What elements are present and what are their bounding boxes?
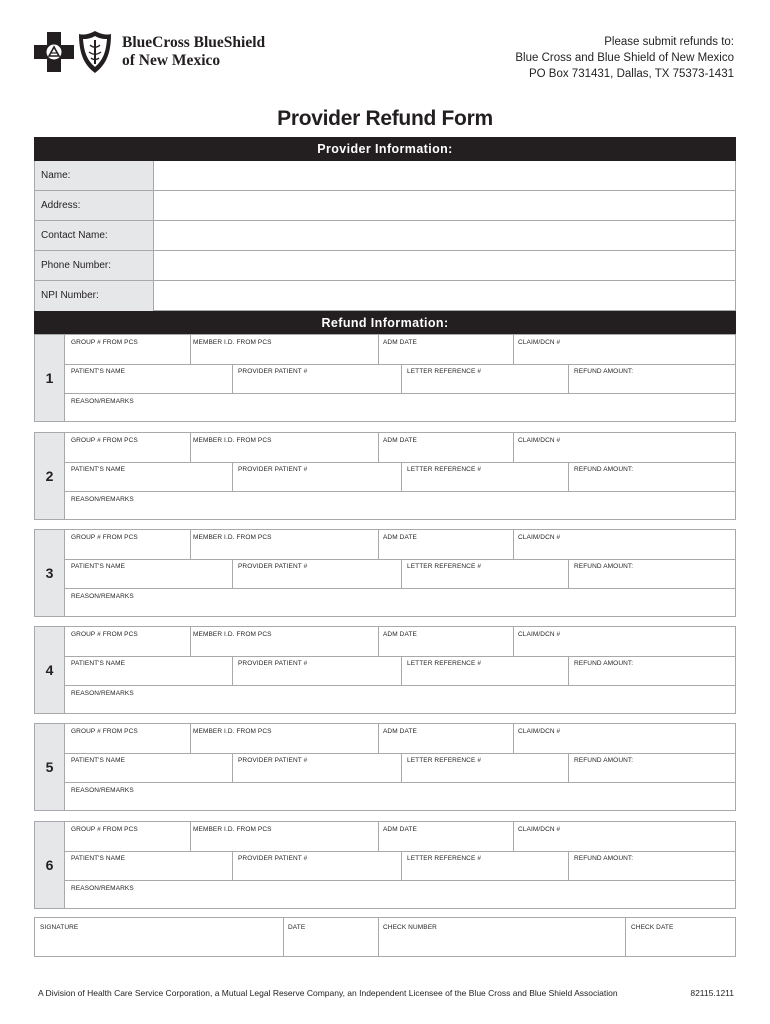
group-label: GROUP # FROM PCS bbox=[71, 631, 138, 638]
provider-patient-label: PROVIDER PATIENT # bbox=[238, 368, 308, 375]
provider-patient-field[interactable] bbox=[233, 463, 401, 491]
date-label: DATE bbox=[288, 924, 306, 931]
check-date-label: CHECK DATE bbox=[631, 924, 674, 931]
reason-label: REASON/REMARKS bbox=[71, 496, 134, 503]
refund-amount-label: REFUND AMOUNT: bbox=[574, 563, 634, 570]
member-id-field[interactable] bbox=[191, 627, 378, 656]
entry-number: 4 bbox=[35, 627, 65, 713]
refund-entry bbox=[34, 432, 736, 520]
member-id-label: MEMBER I.D. FROM PCS bbox=[193, 339, 272, 346]
npi-number-field[interactable] bbox=[154, 281, 735, 311]
reason-field[interactable] bbox=[65, 394, 735, 421]
entry-number: 5 bbox=[35, 724, 65, 810]
reason-field[interactable] bbox=[65, 783, 735, 810]
letter-reference-label: LETTER REFERENCE # bbox=[407, 855, 482, 862]
entry-number: 1 bbox=[35, 335, 65, 421]
refund-entry bbox=[34, 626, 736, 714]
claim-field[interactable] bbox=[514, 433, 735, 462]
letter-reference-label: LETTER REFERENCE # bbox=[407, 368, 482, 375]
adm-date-field[interactable] bbox=[379, 335, 513, 364]
submit-line-2: Blue Cross and Blue Shield of New Mexico bbox=[515, 52, 734, 64]
letter-reference-label: LETTER REFERENCE # bbox=[407, 563, 482, 570]
refund-amount-field[interactable] bbox=[569, 463, 735, 491]
member-id-label: MEMBER I.D. FROM PCS bbox=[193, 826, 272, 833]
provider-patient-label: PROVIDER PATIENT # bbox=[238, 660, 308, 667]
patient-name-label: PATIENT'S NAME bbox=[71, 855, 126, 862]
group-field[interactable] bbox=[65, 530, 190, 559]
contact-name-field[interactable] bbox=[154, 221, 735, 250]
provider-patient-label: PROVIDER PATIENT # bbox=[238, 855, 308, 862]
provider-row-name bbox=[35, 161, 735, 191]
name-field[interactable] bbox=[154, 161, 735, 190]
claim-label: CLAIM/DCN # bbox=[518, 437, 561, 444]
provider-patient-label: PROVIDER PATIENT # bbox=[238, 466, 308, 473]
patient-name-label: PATIENT'S NAME bbox=[71, 368, 126, 375]
provider-label: Phone Number: bbox=[35, 251, 154, 280]
letter-reference-label: LETTER REFERENCE # bbox=[407, 757, 482, 764]
signature-row bbox=[34, 917, 736, 957]
member-id-label: MEMBER I.D. FROM PCS bbox=[193, 437, 272, 444]
claim-label: CLAIM/DCN # bbox=[518, 534, 561, 541]
reason-field[interactable] bbox=[65, 881, 735, 908]
logo-line-1: BlueCross BlueShield bbox=[122, 34, 266, 51]
refund-entry bbox=[34, 821, 736, 909]
logo-line-2: of New Mexico bbox=[122, 52, 221, 69]
letter-reference-label: LETTER REFERENCE # bbox=[407, 660, 482, 667]
provider-patient-field[interactable] bbox=[233, 560, 401, 588]
reason-label: REASON/REMARKS bbox=[71, 398, 134, 405]
letter-reference-field[interactable] bbox=[402, 365, 568, 393]
claim-field[interactable] bbox=[514, 627, 735, 656]
group-field[interactable] bbox=[65, 822, 190, 851]
member-id-field[interactable] bbox=[191, 724, 378, 753]
claim-label: CLAIM/DCN # bbox=[518, 339, 561, 346]
submit-line-1: Please submit refunds to: bbox=[604, 36, 734, 48]
claim-label: CLAIM/DCN # bbox=[518, 826, 561, 833]
patient-name-field[interactable] bbox=[65, 463, 232, 491]
patient-name-field[interactable] bbox=[65, 852, 232, 880]
adm-date-label: ADM DATE bbox=[383, 728, 417, 735]
provider-row-phone bbox=[35, 251, 735, 281]
member-id-field[interactable] bbox=[191, 822, 378, 851]
provider-label: Address: bbox=[35, 191, 154, 220]
refund-entry bbox=[34, 723, 736, 811]
entry-number: 2 bbox=[35, 433, 65, 519]
reason-label: REASON/REMARKS bbox=[71, 593, 134, 600]
logo bbox=[34, 28, 334, 82]
reason-label: REASON/REMARKS bbox=[71, 885, 134, 892]
letter-reference-label: LETTER REFERENCE # bbox=[407, 466, 482, 473]
refund-amount-field[interactable] bbox=[569, 365, 735, 393]
claim-field[interactable] bbox=[514, 335, 735, 364]
provider-label: Name: bbox=[35, 161, 154, 190]
blue-shield-icon bbox=[78, 30, 112, 74]
reason-field[interactable] bbox=[65, 492, 735, 519]
provider-patient-field[interactable] bbox=[233, 852, 401, 880]
patient-name-label: PATIENT'S NAME bbox=[71, 660, 126, 667]
signature-label: SIGNATURE bbox=[40, 924, 79, 931]
patient-name-label: PATIENT'S NAME bbox=[71, 757, 126, 764]
group-field[interactable] bbox=[65, 627, 190, 656]
letter-reference-field[interactable] bbox=[402, 657, 568, 685]
group-label: GROUP # FROM PCS bbox=[71, 437, 138, 444]
letter-reference-field[interactable] bbox=[402, 852, 568, 880]
provider-patient-field[interactable] bbox=[233, 657, 401, 685]
adm-date-label: ADM DATE bbox=[383, 631, 417, 638]
group-label: GROUP # FROM PCS bbox=[71, 339, 138, 346]
adm-date-label: ADM DATE bbox=[383, 437, 417, 444]
check-number-field[interactable] bbox=[379, 918, 625, 956]
claim-label: CLAIM/DCN # bbox=[518, 631, 561, 638]
provider-label: Contact Name: bbox=[35, 221, 154, 250]
letter-reference-field[interactable] bbox=[402, 463, 568, 491]
group-field[interactable] bbox=[65, 724, 190, 753]
member-id-field[interactable] bbox=[191, 530, 378, 559]
provider-info-heading: Provider Information: bbox=[34, 137, 736, 161]
entry-number: 3 bbox=[35, 530, 65, 616]
patient-name-field[interactable] bbox=[65, 754, 232, 782]
claim-label: CLAIM/DCN # bbox=[518, 728, 561, 735]
submit-line-3: PO Box 731431, Dallas, TX 75373-1431 bbox=[528, 68, 734, 80]
member-id-label: MEMBER I.D. FROM PCS bbox=[193, 534, 272, 541]
claim-field[interactable] bbox=[514, 530, 735, 559]
reason-field[interactable] bbox=[65, 589, 735, 616]
claim-field[interactable] bbox=[514, 724, 735, 753]
member-id-field[interactable] bbox=[191, 335, 378, 364]
footer-text: A Division of Health Care Service Corporation, a Mutual Legal Reserve Company, an Independent Licensee of the Blue Cross and Blue Shield Association bbox=[38, 988, 618, 998]
adm-date-label: ADM DATE bbox=[383, 826, 417, 833]
signature-field[interactable] bbox=[35, 918, 283, 956]
refund-entry bbox=[34, 334, 736, 422]
form-title: Provider Refund Form bbox=[277, 107, 493, 130]
refund-amount-label: REFUND AMOUNT: bbox=[574, 855, 634, 862]
refund-amount-field[interactable] bbox=[569, 657, 735, 685]
group-label: GROUP # FROM PCS bbox=[71, 728, 138, 735]
provider-row-npi bbox=[35, 281, 735, 311]
reason-label: REASON/REMARKS bbox=[71, 690, 134, 697]
patient-name-field[interactable] bbox=[65, 365, 232, 393]
provider-info-table bbox=[34, 161, 736, 311]
group-field[interactable] bbox=[65, 433, 190, 462]
patient-name-field[interactable] bbox=[65, 657, 232, 685]
patient-name-field[interactable] bbox=[65, 560, 232, 588]
submit-address bbox=[515, 34, 734, 82]
adm-date-field[interactable] bbox=[379, 724, 513, 753]
refund-info-heading: Refund Information: bbox=[34, 311, 736, 335]
member-id-field[interactable] bbox=[191, 433, 378, 462]
reason-field[interactable] bbox=[65, 686, 735, 713]
refund-amount-label: REFUND AMOUNT: bbox=[574, 757, 634, 764]
date-field[interactable] bbox=[284, 918, 378, 956]
refund-amount-label: REFUND AMOUNT: bbox=[574, 660, 634, 667]
address-field[interactable] bbox=[154, 191, 735, 220]
provider-row-contact bbox=[35, 221, 735, 251]
adm-date-field[interactable] bbox=[379, 530, 513, 559]
provider-patient-field[interactable] bbox=[233, 365, 401, 393]
logo-wordmark bbox=[122, 34, 265, 70]
group-label: GROUP # FROM PCS bbox=[71, 826, 138, 833]
member-id-label: MEMBER I.D. FROM PCS bbox=[193, 728, 272, 735]
reason-label: REASON/REMARKS bbox=[71, 787, 134, 794]
check-date-field[interactable] bbox=[626, 918, 735, 956]
adm-date-label: ADM DATE bbox=[383, 534, 417, 541]
adm-date-field[interactable] bbox=[379, 627, 513, 656]
refund-amount-field[interactable] bbox=[569, 852, 735, 880]
blue-cross-icon bbox=[34, 32, 74, 74]
patient-name-label: PATIENT'S NAME bbox=[71, 466, 126, 473]
letter-reference-field[interactable] bbox=[402, 754, 568, 782]
adm-date-field[interactable] bbox=[379, 822, 513, 851]
claim-field[interactable] bbox=[514, 822, 735, 851]
provider-patient-field[interactable] bbox=[233, 754, 401, 782]
refund-entry bbox=[34, 529, 736, 617]
adm-date-label: ADM DATE bbox=[383, 339, 417, 346]
member-id-label: MEMBER I.D. FROM PCS bbox=[193, 631, 272, 638]
adm-date-field[interactable] bbox=[379, 433, 513, 462]
group-label: GROUP # FROM PCS bbox=[71, 534, 138, 541]
check-number-label: CHECK NUMBER bbox=[383, 924, 437, 931]
provider-row-address bbox=[35, 191, 735, 221]
form-code: 82115.1211 bbox=[690, 988, 734, 998]
phone-number-field[interactable] bbox=[154, 251, 735, 280]
refund-amount-field[interactable] bbox=[569, 754, 735, 782]
provider-patient-label: PROVIDER PATIENT # bbox=[238, 757, 308, 764]
patient-name-label: PATIENT'S NAME bbox=[71, 563, 126, 570]
refund-amount-field[interactable] bbox=[569, 560, 735, 588]
provider-patient-label: PROVIDER PATIENT # bbox=[238, 563, 308, 570]
group-field[interactable] bbox=[65, 335, 190, 364]
provider-label: NPI Number: bbox=[35, 281, 154, 311]
entry-number: 6 bbox=[35, 822, 65, 908]
refund-amount-label: REFUND AMOUNT: bbox=[574, 466, 634, 473]
refund-amount-label: REFUND AMOUNT: bbox=[574, 368, 634, 375]
letter-reference-field[interactable] bbox=[402, 560, 568, 588]
